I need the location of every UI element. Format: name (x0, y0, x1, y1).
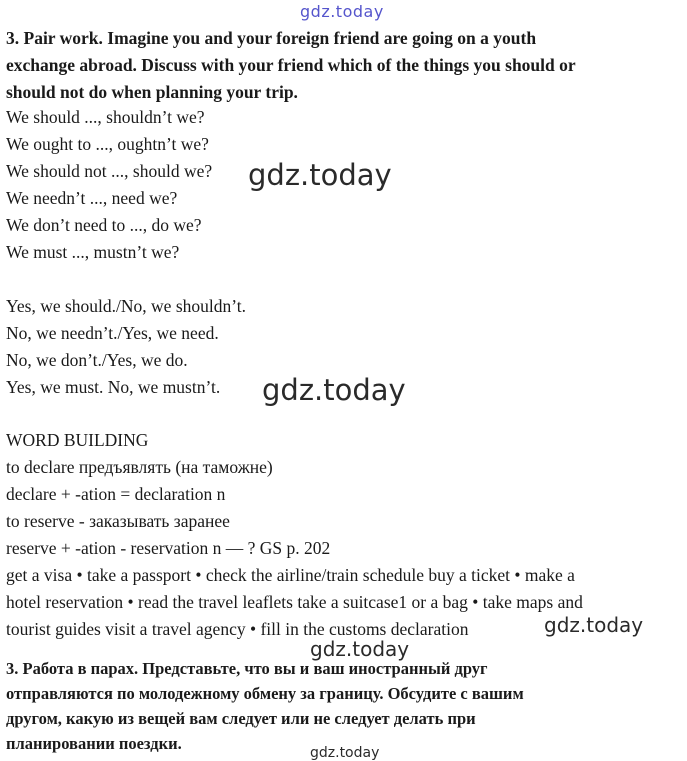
watermark: gdz.today (248, 158, 392, 192)
translation-line: планировании поездки. (6, 734, 182, 753)
watermark-top: gdz.today (300, 2, 384, 21)
answer-line: Yes, we must. No, we mustn’t. (6, 377, 221, 397)
watermark: gdz.today (544, 613, 644, 637)
word-building-line: declare + -ation = declaration n (6, 484, 226, 504)
answer-line: No, we don’t./Yes, we do. (6, 350, 188, 370)
pattern-line: We should ..., shouldn’t we? (6, 107, 205, 127)
word-building-line: to reserve - заказывать заранее (6, 511, 230, 531)
section-title: WORD BUILDING (6, 430, 149, 450)
answer-line: No, we needn’t./Yes, we need. (6, 323, 219, 343)
pattern-line: We should not ..., should we? (6, 161, 213, 181)
activities-line: get a visa • take a passport • check the airline/train schedule buy a ticket • make a (6, 565, 575, 585)
watermark: gdz.today (310, 745, 380, 761)
pattern-line: We needn’t ..., need we? (6, 188, 178, 208)
task-heading-line: 3. Pair work. Imagine you and your foreign friend are going on a youth (6, 28, 537, 48)
translation-line: 3. Работа в парах. Представьте, что вы и ваш иностранный друг (6, 659, 488, 678)
activities-line: hotel reservation • read the travel leaflets take a suitcase1 or a bag • take maps and (6, 592, 583, 612)
task-heading-line: should not do when planning your trip. (6, 82, 298, 102)
pattern-line: We ought to ..., oughtn’t we? (6, 134, 209, 154)
watermark: gdz.today (262, 373, 406, 407)
watermark: gdz.today (310, 637, 410, 661)
pattern-line: We don’t need to ..., do we? (6, 215, 202, 235)
word-building-line: reserve + -ation - reservation n — ? GS p. 202 (6, 538, 331, 558)
pattern-line: We must ..., mustn’t we? (6, 242, 180, 262)
word-building-line: to declare предъявлять (на таможне) (6, 457, 273, 477)
translation-line: другом, какую из вещей вам следует или не следует делать при (6, 709, 476, 728)
task-heading-line: exchange abroad. Discuss with your friend which of the things you should or (6, 55, 576, 75)
answer-line: Yes, we should./No, we shouldn’t. (6, 296, 246, 316)
translation-line: отправляются по молодежному обмену за границу. Обсудите с вашим (6, 684, 524, 703)
activities-line: tourist guides visit a travel agency • fill in the customs declaration (6, 619, 469, 639)
